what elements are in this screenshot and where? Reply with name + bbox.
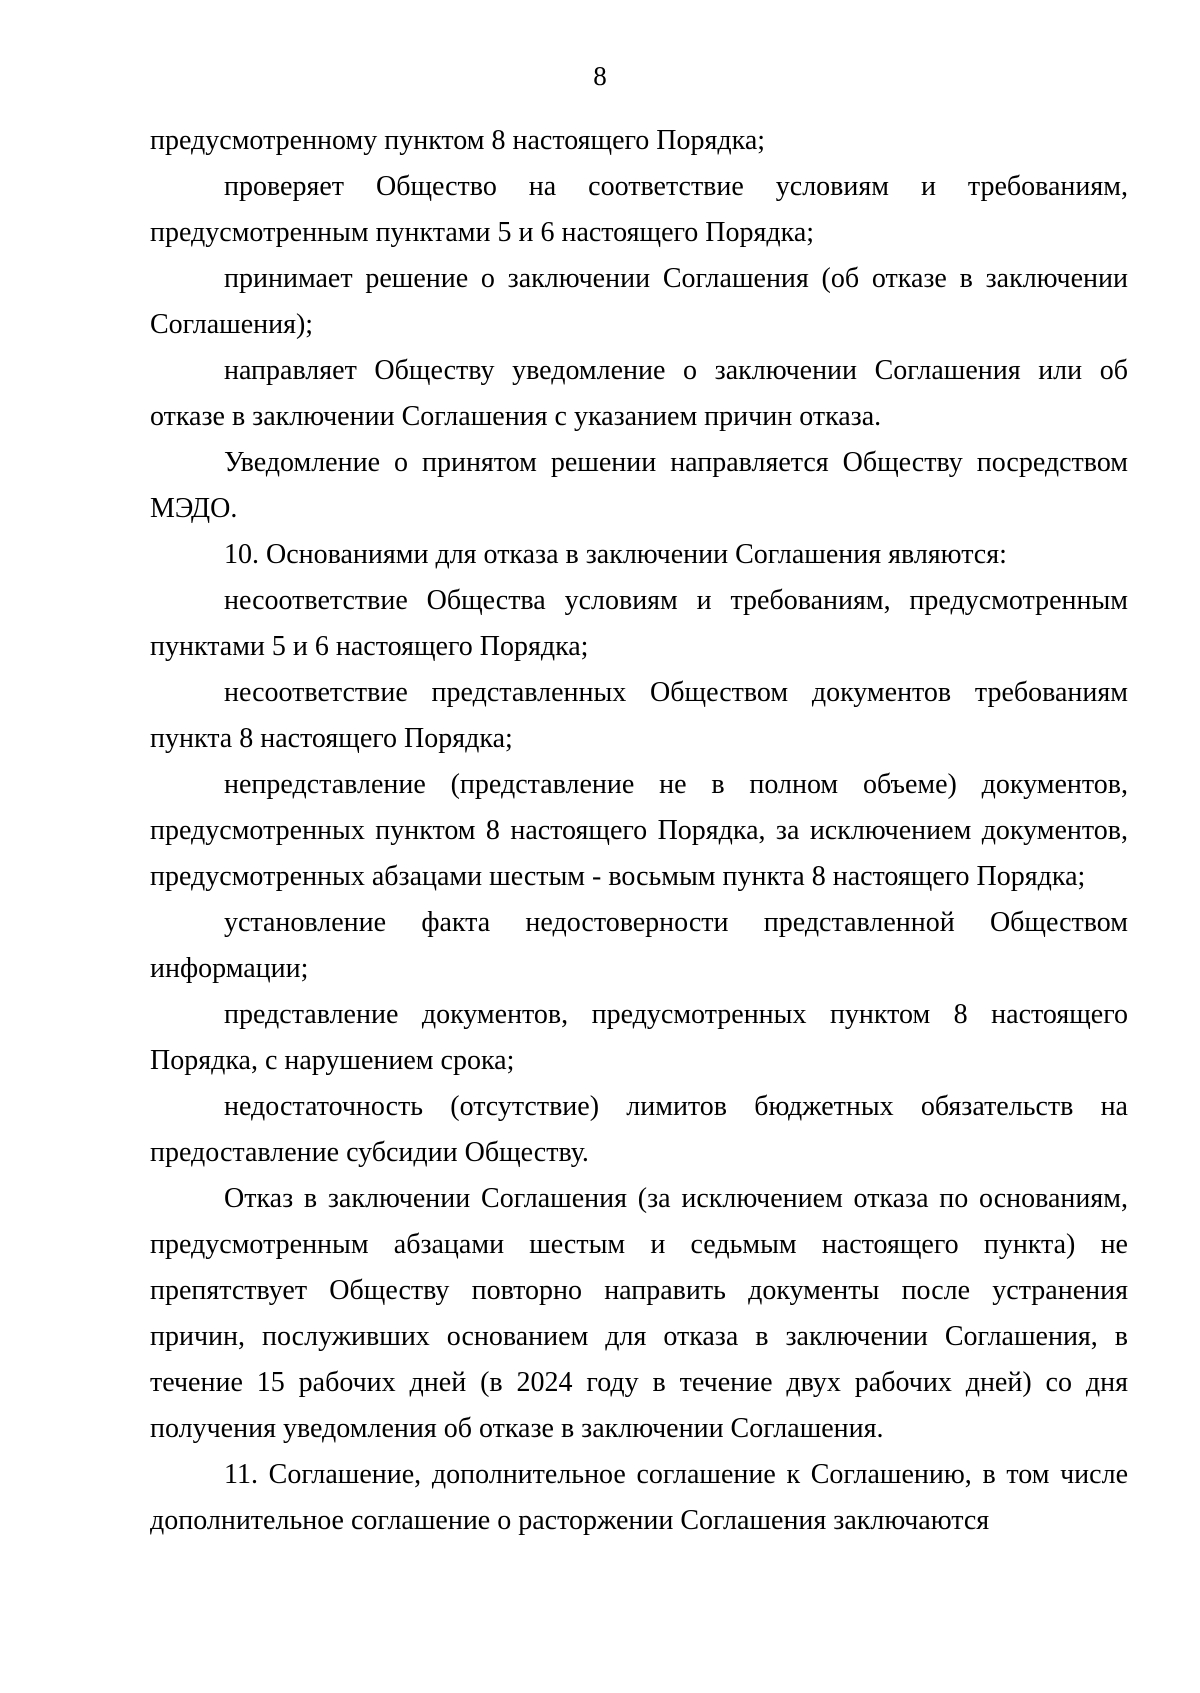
paragraph-ground-nonsubmission: непредставление (представление не в полном объеме) документов, предусмотренных пунктом 8 настоящего Порядка, за исключением документов, предусмотренных абзацами шестым - восьмым пункта 8 настоящего Порядка; (150, 769, 1128, 892)
paragraph-ground-nonconformity: несоответствие Общества условиям и требованиям, предусмотренным пунктами 5 и 6 настоящего Порядка; (150, 585, 1128, 662)
paragraph-section-10: 10. Основаниями для отказа в заключении Соглашения являются: (224, 539, 1007, 570)
document-body (150, 118, 1128, 1544)
paragraph-ground-limits: недостаточность (отсутствие) лимитов бюджетных обязательств на предоставление субсидии Обществу. (150, 1091, 1128, 1168)
paragraph-decision: принимает решение о заключении Соглашения (об отказе в заключении Соглашения); (150, 263, 1128, 340)
paragraph-ground-unreliable: установление факта недостоверности представленной Обществом информации; (150, 907, 1128, 984)
paragraph-section-11: 11. Соглашение, дополнительное соглашение к Соглашению, в том числе дополнительное соглашение о расторжении Соглашения заключаются (150, 1459, 1128, 1536)
paragraph-notification-medo: Уведомление о принятом решении направляется Обществу посредством МЭДО. (150, 447, 1128, 524)
paragraph-continuation: предусмотренному пунктом 8 настоящего Порядка; (150, 125, 766, 156)
paragraph-notification-sent: направляет Обществу уведомление о заключении Соглашения или об отказе в заключении Соглашения с указанием причин отказа. (150, 355, 1128, 432)
paragraph-ground-documents: несоответствие представленных Обществом документов требованиям пункта 8 настоящего Порядка; (150, 677, 1128, 754)
paragraph-check-society: проверяет Общество на соответствие условиям и требованиям, предусмотренным пунктами 5 и 6 настоящего Порядка; (150, 171, 1128, 248)
paragraph-ground-late: представление документов, предусмотренных пунктом 8 настоящего Порядка, с нарушением срока; (150, 999, 1128, 1076)
paragraph-refusal-resubmission: Отказ в заключении Соглашения (за исключением отказа по основаниям, предусмотренным абзацами шестым и седьмым настоящего пункта) не препятствует Обществу повторно направить документы после устранения причин, послуживших основанием для отказа в заключении Соглашения, в течение 15 рабочих дней (в 2024 году в течение двух рабочих дней) со дня получения уведомления об отказе в заключении Соглашения. (150, 1183, 1128, 1444)
page-number: 8 (593, 61, 607, 91)
